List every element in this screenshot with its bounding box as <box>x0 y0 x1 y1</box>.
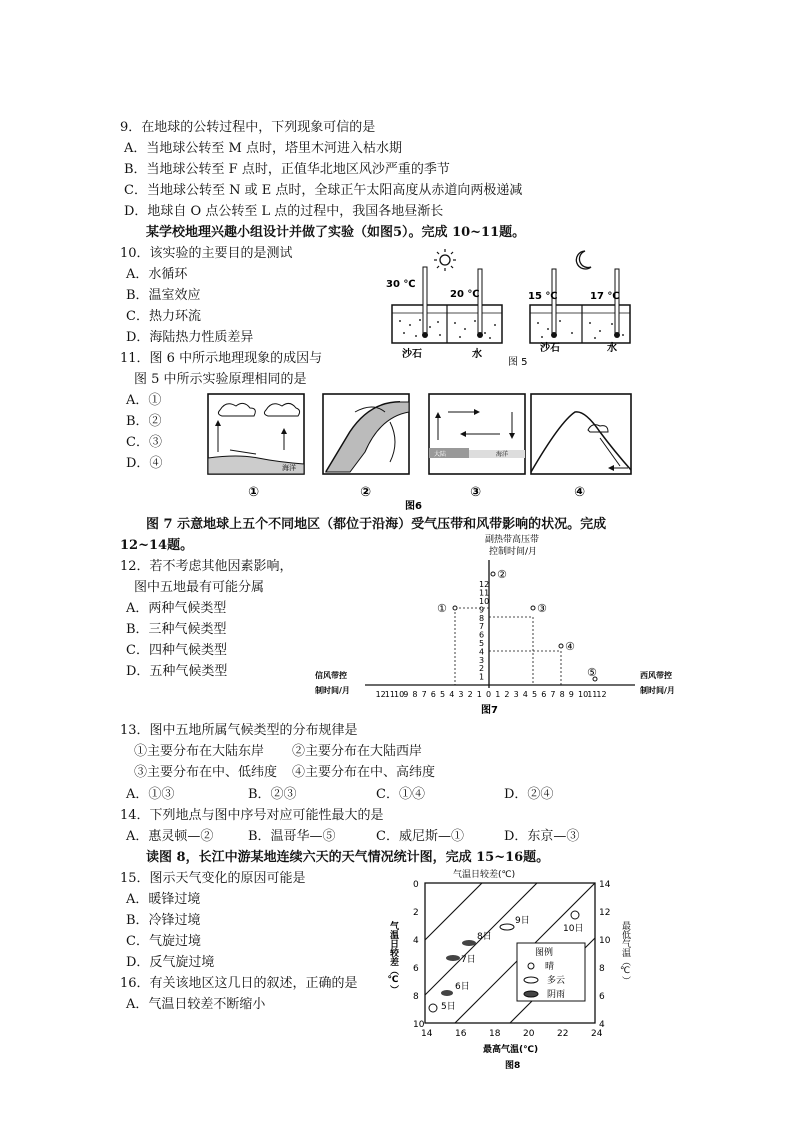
fig8-y-right-tick: 14 <box>599 880 611 890</box>
fig7-x-left-tick: 10 <box>394 690 405 699</box>
fig8-left-label: 气温日较差（℃） <box>388 921 398 994</box>
fig8-y-right-tick: 10 <box>599 936 611 946</box>
fig5-sand-right: 沙石 <box>540 343 560 354</box>
fig6-panel-1 <box>208 394 304 474</box>
figure-7 <box>315 530 695 720</box>
fig8-day-6: 6日 <box>455 982 470 992</box>
q11-stem-2: 图 5 中所示实验原理相同的是 <box>134 372 307 387</box>
fig8-y-right-tick: 8 <box>599 964 605 974</box>
fig7-point-5: ⑤ <box>587 666 597 679</box>
q14-option-c: C．威尼斯—① <box>376 829 464 844</box>
fig8-y-right-tick: 6 <box>599 992 605 1002</box>
fig6-label-4: ④ <box>574 485 586 500</box>
q9-option-a: A．当地球公转至 M 点时，塔里木河进入枯水期 <box>124 141 402 156</box>
fig6-panel-2 <box>323 394 409 474</box>
fig7-y-tick: 11 <box>479 588 490 598</box>
q9-stem: 9．在地球的公转过程中，下列现象可信的是 <box>120 120 376 135</box>
moon-icon <box>576 251 591 269</box>
fig7-top-label-1: 副热带高压带 <box>485 535 540 545</box>
fig7-left-label-2: 制时间/月 <box>315 686 350 695</box>
fig5-water-left: 水 <box>472 349 482 360</box>
fig8-y-right-tick: 12 <box>599 908 611 918</box>
fig8-y-left-tick: 0 <box>413 880 419 890</box>
fig7-y-tick: 6 <box>479 630 485 640</box>
fig7-x-right-tick: 6 <box>541 690 547 699</box>
q9-option-d: D．地球自 O 点公转至 L 点的过程中，我国各地昼渐长 <box>124 204 444 219</box>
fig7-x-right-tick: 10 <box>578 690 589 699</box>
fig8-x-tick: 20 <box>523 1029 535 1039</box>
fig7-right-label-2: 制时间/月 <box>640 686 675 695</box>
q14-option-b: B．温哥华—⑤ <box>248 829 336 844</box>
fig6-sea-2: 海洋 <box>496 451 509 458</box>
fig7-x-left-tick: 6 <box>430 690 436 699</box>
fig8-x-tick: 18 <box>489 1029 501 1039</box>
fig5-right-t1: 15 ℃ <box>528 291 558 302</box>
fig6-label-1: ① <box>248 485 260 500</box>
fig7-point-4: ④ <box>565 640 575 653</box>
intro-15-16: 读图 8，长江中游某地连续六天的天气情况统计图，完成 15~16题。 <box>146 850 550 865</box>
fig7-x-left-tick: 5 <box>440 690 446 699</box>
q16-stem: 16．有关该地区这几日的叙述，正确的是 <box>120 976 358 991</box>
fig7-x-left-tick: 8 <box>412 690 418 699</box>
q9-option-c: C．当地球公转至 N 或 E 点时，全球正午太阳高度从赤道向两极递减 <box>124 183 523 198</box>
q13-option-b: B．②③ <box>248 787 297 802</box>
fig7-y-tick: 12 <box>479 580 490 590</box>
q15-option-d: D．反气旋过境 <box>126 955 215 970</box>
fig7-y-tick: 2 <box>479 664 485 674</box>
fig8-day-8: 8日 <box>477 932 492 942</box>
fig8-legend-sunny: 晴 <box>545 962 555 972</box>
fig5-left-t2: 20 ℃ <box>450 289 480 300</box>
fig8-y-left-tick: 4 <box>413 936 419 946</box>
fig8-legend-rain: 阴雨 <box>547 990 566 1000</box>
fig8-y-left-tick: 8 <box>413 992 419 1002</box>
q13-opt-3: ③主要分布在中、低纬度 <box>134 765 278 780</box>
fig5-sand-left: 沙石 <box>402 349 422 360</box>
q13-option-d: D．②④ <box>504 787 554 802</box>
fig5-water-right: 水 <box>607 343 617 354</box>
q11-option-d: D．④ <box>126 456 163 471</box>
fig7-x-right-tick: 2 <box>504 690 510 699</box>
fig7-caption: 图7 <box>481 705 498 716</box>
fig7-x-left-tick: 1 <box>476 690 482 699</box>
fig7-x-right-tick: 12 <box>596 690 607 699</box>
fig8-day-5: 5日 <box>441 1002 456 1012</box>
fig8-day-9: 9日 <box>515 916 530 926</box>
fig7-x-left-tick: 9 <box>403 690 409 699</box>
fig7-top-label-2: 控制时间/月 <box>489 547 538 557</box>
fig7-x-right-tick: 1 <box>495 690 501 699</box>
rain-legend-icon <box>524 991 538 997</box>
figure-8 <box>385 865 645 1075</box>
fig8-day-7: 7日 <box>461 955 476 965</box>
q15-stem: 15．图示天气变化的原因可能是 <box>120 871 306 886</box>
fig7-y-tick: 7 <box>479 622 485 632</box>
q15-option-c: C．气旋过境 <box>126 934 201 949</box>
fig8-bottom-label: 最高气温(℃) <box>483 1045 539 1055</box>
fig5-right-t2: 17 ℃ <box>590 291 620 302</box>
fig7-point-3: ③ <box>537 602 547 615</box>
fig7-point-1: ① <box>437 602 447 615</box>
q12-option-c: C．四种气候类型 <box>126 643 227 658</box>
q10-option-c: C．热力环流 <box>126 309 201 324</box>
q13-opt-1: ①主要分布在大陆东岸 <box>134 744 265 759</box>
fig8-x-tick: 22 <box>557 1029 569 1039</box>
q13-option-c: C．①④ <box>376 787 425 802</box>
fig8-y-left-tick: 10 <box>413 1020 425 1030</box>
fig8-day-10: 10日 <box>563 924 584 934</box>
fig7-x-right-tick: 11 <box>587 690 598 699</box>
fig7-y-tick: 8 <box>479 613 485 623</box>
fig7-x-left-tick: 11 <box>384 690 395 699</box>
fig5-left-t1: 30 ℃ <box>386 279 416 290</box>
q10-option-b: B．温室效应 <box>126 288 201 303</box>
fig7-x-left-tick: 3 <box>458 690 464 699</box>
figure-6 <box>200 392 640 512</box>
q12-option-b: B．三种气候类型 <box>126 622 227 637</box>
fig7-x-left-tick: 12 <box>375 690 386 699</box>
fig7-y-tick: 1 <box>479 672 485 682</box>
q12-stem-2: 图中五地最有可能分属 <box>134 580 265 595</box>
fig8-y-left-tick: 6 <box>413 964 419 974</box>
fig6-label-3: ③ <box>470 485 482 500</box>
fig7-x-right-tick: 7 <box>550 690 556 699</box>
fig6-panel-3 <box>429 394 525 474</box>
q13-opt-2: ②主要分布在大陆西岸 <box>292 744 423 759</box>
fig8-x-tick: 16 <box>455 1029 467 1039</box>
q12-option-a: A．两种气候类型 <box>126 601 227 616</box>
fig7-y-tick: 5 <box>479 639 485 648</box>
q14-option-a: A．惠灵顿—② <box>126 829 214 844</box>
intro-12-14: 图 7 示意地球上五个不同地区（都位于沿海）受气压带和风带影响的状况。完成 <box>146 517 607 532</box>
fig7-x-left-tick: 4 <box>449 690 455 699</box>
q15-option-b: B．冷锋过境 <box>126 913 201 928</box>
q10-stem: 10．该实验的主要目的是测试 <box>120 246 293 261</box>
fig7-right-label-1: 西风带控 <box>640 671 672 680</box>
fig8-y-right-tick: 4 <box>599 1020 605 1030</box>
fig7-left-label-1: 信风带控 <box>315 671 347 680</box>
fig8-legend-cloudy: 多云 <box>547 976 566 986</box>
q11-option-b: B．② <box>126 414 162 429</box>
fig6-sea: 海洋 <box>282 464 296 472</box>
fig7-x-right-tick: 9 <box>568 690 574 699</box>
fig7-x-right-tick: 4 <box>522 690 528 699</box>
fig7-x-right-tick: 3 <box>513 690 519 699</box>
fig5-caption: 图 5 <box>508 357 528 368</box>
fig7-x-right-tick: 8 <box>559 690 565 699</box>
q9-option-b: B．当地球公转至 F 点时，正值华北地区风沙严重的季节 <box>124 162 450 177</box>
q15-option-a: A．暖锋过境 <box>126 892 201 907</box>
fig7-x-left-tick: 7 <box>421 690 427 699</box>
intro-12-14-b: 12~14题。 <box>120 538 194 553</box>
fig6-panel-4 <box>531 394 631 474</box>
fig7-y-tick: 4 <box>479 647 485 657</box>
fig7-x-left-tick: 2 <box>467 690 473 699</box>
fig7-point-2: ② <box>497 568 507 581</box>
q11-option-c: C．③ <box>126 435 162 450</box>
q11-stem-1: 11．图 6 中所示地理现象的成因与 <box>120 351 323 366</box>
q11-option-a: A．① <box>126 393 162 408</box>
q13-stem: 13．图中五地所属气候类型的分布规律是 <box>120 723 358 738</box>
fig8-right-label: 最低气温（℃） <box>620 921 630 985</box>
fig7-y-tick: 10 <box>479 597 490 606</box>
fig7-x-right-tick: 5 <box>532 690 538 699</box>
fig7-y-tick: 9 <box>479 605 485 615</box>
q13-opt-4: ④主要分布在中、高纬度 <box>292 765 436 780</box>
fig8-caption: 图8 <box>505 1061 521 1071</box>
q12-stem-1: 12．若不考虑其他因素影响， <box>120 559 293 574</box>
q16-option-a: A．气温日较差不断缩小 <box>126 997 266 1012</box>
fig8-x-tick: 24 <box>591 1029 603 1039</box>
q13-option-a: A．①③ <box>126 787 175 802</box>
fig8-legend-title: 图例 <box>535 948 554 958</box>
q12-option-d: D．五种气候类型 <box>126 664 228 679</box>
fig8-top-label: 气温日较差(℃) <box>453 870 516 880</box>
fig8-y-left-tick: 2 <box>413 908 419 918</box>
fig6-caption: 图6 <box>405 501 422 512</box>
intro-10-11: 某学校地理兴趣小组设计并做了实验（如图5）。完成 10~11题。 <box>146 225 526 240</box>
figure-5 <box>380 245 640 370</box>
fig6-land: 大陆 <box>434 451 447 458</box>
fig7-x-zero-tick: 0 <box>486 690 492 699</box>
q10-option-d: D．海陆热力性质差异 <box>126 330 254 345</box>
q14-stem: 14．下列地点与图中序号对应可能性最大的是 <box>120 808 384 823</box>
fig6-label-2: ② <box>360 485 372 500</box>
fig7-y-tick: 3 <box>479 655 485 665</box>
fig8-x-tick: 14 <box>421 1029 433 1039</box>
q14-option-d: D．东京—③ <box>504 829 580 844</box>
sun-icon <box>434 249 456 271</box>
q10-option-a: A．水循环 <box>126 267 188 282</box>
